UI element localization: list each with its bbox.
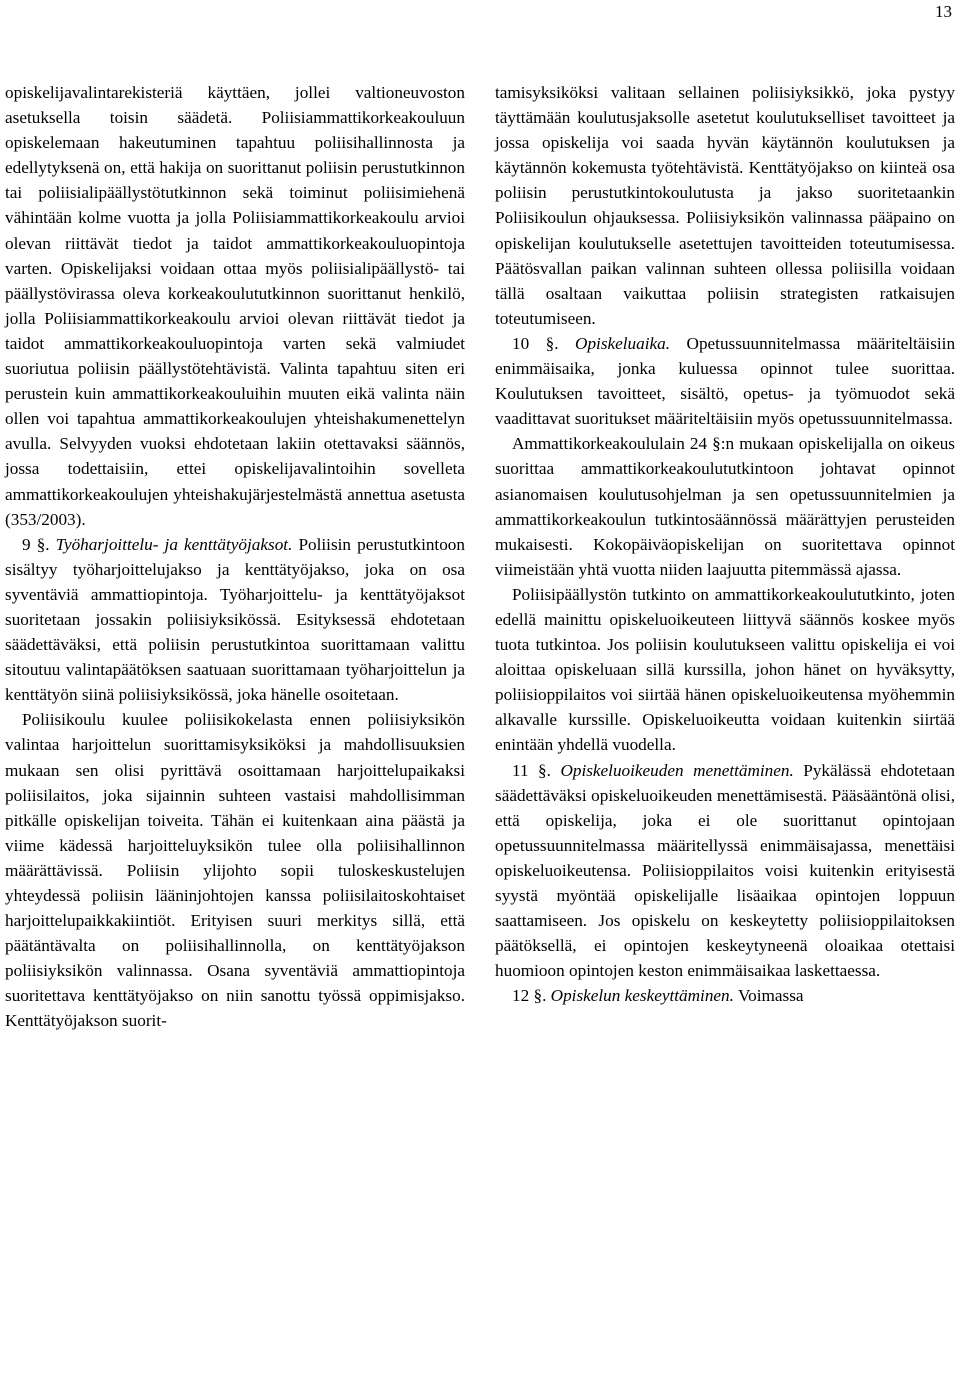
section-9-text: Poliisin perustutkintoon sisältyy työharjoittelujakso ja kenttätyöjakso, joka on osa syventäviä ammattiopintoja. Työharjoittelu- ja kenttätyöjaksot suoritetaan jossakin poliisiyksikössä. Esityksessä ehdotetaan säädettäväksi, että poliisin perustutkintoa suorittamaan valittu sitoutuu valintapäätöksen saatuaan suorittamaan työharjoittelun ja kenttätyön siinä poliisiyksikössä, joka hänelle osoitetaan. [5,534,465,705]
section-9-number: 9 §. [22,534,50,554]
section-9 [5,532,465,708]
section-10-number: 10 §. [512,333,559,353]
paragraph-kenttatyojakso: tamisyksiköksi valitaan sellainen poliisiyksikkö, joka pystyy täyttämään koulutusjaksolle asetetut koulutukselliset tavoitteet ja jossa opiskelija voi saada hyvän käytännön koulutuksen ja käytännön kokemusta työtehtävistä. Kenttätyöjakso on kiinteä osa poliisin perustutkintokoulutusta ja jakso suoritetaankin Poliisikoulun ohjauksessa. Poliisiyksikön valinnassa pääpaino on opiskelijan koulutukselle asetettujen tavoitteiden toteutumisessa. Päätösvallan paikan valinnan suhteen ollessa poliisilla voidaan tällä osaltaan vaikuttaa poliisin strategisten ratkaisujen toteutumiseen. [495,83,955,328]
paragraph-opiskelijavalinta: opiskelijavalintarekisteriä käyttäen, jollei valtioneuvoston asetuksella toisin säädetä. Poliisiammattikorkeakouluun opiskelemaan hakeutuminen tapahtuu poliisihallinnosta ja edellytyksenä on, että hakija on suorittanut poliisin perustutkinnon tai poliisialipäällystötutkinnon sekä toiminut poliisimiehenä vähintään kolme vuotta ja jolla Poliisiammattikorkeakoulu arvioi olevan riittävät tiedot ja taidot ammattikorkeakouluopintoja varten. Opiskelijaksi voidaan ottaa myös poliisialipäällystö- tai päällystövirassa oleva korkeakoulututkinnon suorittanut henkilö, jolla Poliisiammattikorkeakoulu arvioi olevan riittävät tiedot ja taidot ammattikorkeakouluopintoja varten sekä valmiudet suoriutua poliisin päällystötehtävistä. Valinta tapahtuu siten eri perustein kuin ammattikorkeakouluihin muuten eikä valinta näin ollen voi tapahtua ammattikorkeakoulujen yhteishakumenettelyn avulla. Selvyyden vuoksi ehdotetaan lakiin otettavaksi säännös, jossa todettaisiin, ettei opiskelijavalintoihin sovelleta ammattikorkeakoulujen yhteishakujärjestelmästä annettua asetusta (353/2003). [5,83,465,529]
section-10 [495,331,955,431]
section-12 [495,983,955,1008]
section-12-number: 12 §. [512,986,547,1006]
section-9-title: Työharjoittelu- ja kenttätyöjaksot. [55,534,293,554]
page-number: 13 [935,2,952,21]
paragraph-ammattikorkeakoululaki: Ammattikorkeakoululain 24 §:n mukaan opiskelijalla on oikeus suorittaa ammattikorkeakoulututkintoon johtavat opinnot asianomaisen koulutusohjelman ja sen opetussuunnitelmien ja ammattikorkeakoulun tutkintosäännössä määrättyjen perusteiden mukaisesti. Kokopäiväopiskelijan on suoritettava opinnot viimeistään yhtä vuotta niiden laajuutta pitemmässä ajassa. [495,434,955,579]
left-column [5,80,465,1034]
section-11 [495,758,955,984]
section-10-title: Opiskeluaika. [575,333,671,353]
section-12-title: Opiskelun keskeyttäminen. [550,986,734,1006]
section-10-text: Opetussuunnitelmassa määriteltäisiin enimmäisaika, jonka kuluessa opinnot tulee suorittaa. Koulutuksen tavoitteet, sisältö, opetus- ja työmuodot sekä vaadittavat suoritukset määriteltäisiin myös opetussuunnitelmassa. [495,333,956,429]
paragraph-poliisipaallyston-tutkinto: Poliisipäällystön tutkinto on ammattikorkeakoulututkinto, joten edellä mainittu opiskeluoikeuteen liittyvä säännös koskee myös tuota tutkintoa. Jos poliisin koulutukseen valittu opiskelija ei voi aloittaa opiskeluaan sillä kurssilla, johon hänet on hyväksytty, poliisioppilaitos voi siirtää hänen opiskeluoikeutensa myöhemmin alkavalle kurssille. Opiskeluoikeutta voidaan kuitenkin siirtää enintään yhdellä vuodella. [495,584,955,755]
section-12-text: Voimassa [737,986,804,1006]
section-11-text: Pykälässä ehdotetaan säädettäväksi opiskeluoikeuden menettämisestä. Pääsääntönä olisi, että opiskelija, joka ei ole suorittanut opintojaan opetussuunnitelmassa määritellyssä enimmäisajassa, menettäisi opiskeluoikeutensa. Poliisioppilaitos voisi kuitenkin erityisestä syystä myöntää opiskelijalle lisäaikaa opintojen loppuun saattamiseen. Jos opiskelu on keskeytetty poliisioppilaitoksen päätöksellä, ei opintojen keskeytyneenä oloaikaa otettaisi huomioon opintojen keston enimmäisaikaa laskettaessa. [495,760,955,981]
section-11-number: 11 §. [512,760,551,780]
section-11-title: Opiskeluoikeuden menettäminen. [560,760,794,780]
right-column [495,80,955,1008]
paragraph-poliisikoulu-kuulee: Poliisikoulu kuulee poliisikokelasta ennen poliisiyksikön valintaa harjoittelun suorittamisyksiköksi ja mahdollisuuksien mukaan sen olisi pyrittävä osoittamaan harjoittelupaikaksi poliisilaitos, joka sijainnin suhteen vastaisi mahdollisimman pitkälle opiskelijan toiveita. Tähän ei kuitenkaan aina päästä ja viime kädessä harjoitteluyksikön tulee olla poliisihallinnon määrättävissä. Poliisin ylijohto sopii tuloskeskustelujen yhteydessä poliisin lääninjohtojen kanssa poliisilaitoskohtaiset harjoittelupaikkakiintiöt. Erityisen suuri merkitys sillä, että päätäntävalta on poliisihallinnolla, on kenttätyöjakson poliisiyksikön valinnassa. Osana syventäviä ammattiopintoja suoritettava kenttätyöjakso on niin sanottu työssä oppimisjakso. Kenttätyöjakson suorit- [5,710,465,1031]
